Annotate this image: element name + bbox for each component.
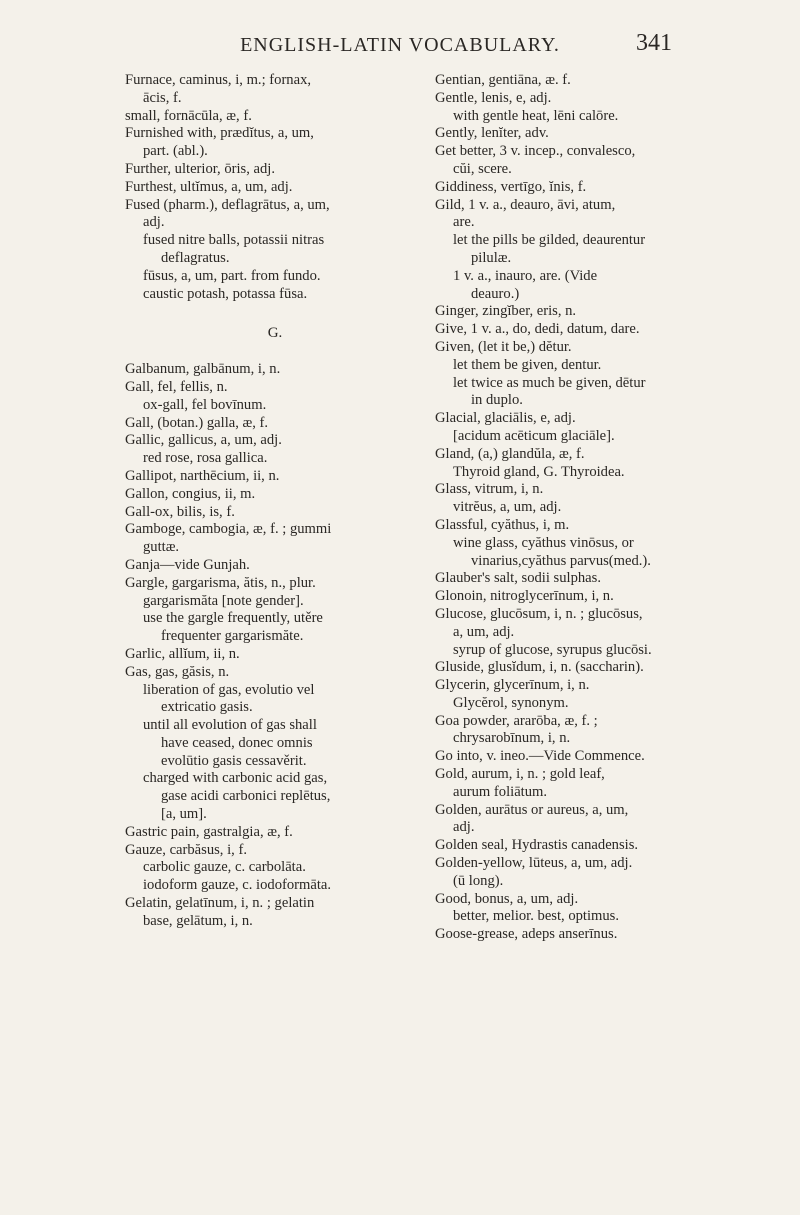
left-entry-line: deflagratus.: [161, 249, 230, 266]
left-entry-line: part. (abl.).: [143, 143, 208, 160]
left-entry-line: Gauze, carbăsus, i, f.: [125, 841, 247, 858]
right-entry-line: Glycĕrol, synonym.: [453, 694, 569, 711]
right-entry-line: (ū long).: [453, 872, 504, 889]
left-entry-line: Gelatin, gelatīnum, i, n. ; gelatin: [125, 895, 315, 912]
right-entry-line: adj.: [453, 819, 475, 836]
right-entry-line: pilulæ.: [471, 249, 512, 266]
left-entry-line: Garlic, allĭum, ii, n.: [125, 645, 240, 662]
right-entry-line: Glauber's salt, sodii sulphas.: [435, 570, 601, 587]
right-entry-line: Giddiness, vertīgo, ĭnis, f.: [435, 178, 587, 195]
right-entry-line: Go into, v. ineo.—Vide Commence.: [435, 748, 645, 765]
right-entry-line: Thyroid gland, G. Thyroidea.: [453, 463, 625, 480]
right-entry-line: Gluside, glusĭdum, i, n. (saccharin).: [435, 659, 644, 676]
right-entry-line: let twice as much be given, dētur: [453, 374, 646, 391]
left-entry-line: charged with carbonic acid gas,: [143, 770, 328, 787]
right-entry-line: better, melior. best, optimus.: [453, 908, 620, 925]
right-entry-line: Given, (let it be,) dĕtur.: [435, 338, 572, 355]
right-entry-line: [acidum acēticum glaciāle].: [453, 427, 615, 444]
left-entry-line: base, gelātum, i, n.: [143, 912, 253, 929]
left-entry-line: Ganja—vide Gunjah.: [125, 556, 250, 573]
left-entry-line: iodoform gauze, c. iodoformāta.: [143, 877, 332, 894]
left-entry-line: liberation of gas, evolutio vel: [143, 681, 315, 698]
right-entry-line: Get better, 3 v. incep., convalesco,: [435, 143, 636, 160]
left-entry-line: adj.: [143, 214, 165, 231]
right-entry-line: Good, bonus, a, um, adj.: [435, 890, 579, 907]
right-entry-line: Ginger, zingĭber, eris, n.: [435, 303, 577, 320]
left-entry-line: small, fornācūla, æ, f.: [125, 107, 252, 124]
running-title: ENGLISH-LATIN VOCABULARY.: [240, 34, 560, 56]
right-entry-line: Glycerin, glycerīnum, i, n.: [435, 677, 590, 694]
left-entry-line: Gallic, gallicus, a, um, adj.: [125, 432, 282, 449]
right-entry-line: Gold, aurum, i, n. ; gold leaf,: [435, 766, 605, 783]
left-entry-line: Gargle, gargarisma, ătis, n., plur.: [125, 574, 316, 591]
left-entry-line: red rose, rosa gallica.: [143, 450, 268, 467]
left-entry-line: Further, ulterior, ōris, adj.: [125, 160, 276, 177]
left-entry-line: Gall-ox, bilis, is, f.: [125, 503, 235, 520]
left-entry-line: ācis, f.: [143, 89, 182, 106]
left-entry-line: gargarismăta [note gender].: [143, 592, 304, 609]
left-entry-line: Gall, (botan.) galla, æ, f.: [125, 414, 269, 431]
left-entry-line: Galbanum, galbānum, i, n.: [125, 361, 281, 378]
page-header: [0, 30, 800, 66]
right-entry-line: Gentian, gentiāna, æ. f.: [435, 72, 571, 88]
left-entry-line: Gamboge, cambogia, æ, f. ; gummi: [125, 521, 332, 538]
right-entry-line: Glucose, glucōsum, i, n. ; glucōsus,: [435, 605, 643, 622]
left-entry-line: Gall, fel, fellis, n.: [125, 378, 228, 395]
right-entry-line: Goose-grease, adeps anserīnus.: [435, 926, 618, 943]
left-entry-line: evolūtio gasis cessavěrit.: [161, 752, 307, 769]
right-entry-line: are.: [453, 214, 475, 231]
right-entry-line: Golden-yellow, lūteus, a, um, adj.: [435, 855, 633, 872]
right-entry-line: Gland, (a,) glandŭla, æ, f.: [435, 445, 585, 462]
right-entry-line: Glassful, cyăthus, i, m.: [435, 516, 570, 533]
left-entry-line: Gas, gas, găsis, n.: [125, 663, 230, 680]
right-column: [435, 72, 735, 944]
left-entry-line: carbolic gauze, c. carbolāta.: [143, 859, 306, 876]
left-entry-line: extricatio gasis.: [161, 699, 253, 716]
right-entry-line: Gentle, lenis, e, adj.: [435, 89, 552, 106]
right-entry-line: 1 v. a., inauro, are. (Vide: [453, 267, 598, 284]
right-entry-line: wine glass, cyăthus vinōsus, or: [453, 534, 634, 551]
left-entry-line: gase acidi carbonici replētus,: [161, 788, 331, 805]
right-entry-line: Golden seal, Hydrastis canadensis.: [435, 837, 639, 854]
right-entry-line: Give, 1 v. a., do, dedi, datum, dare.: [435, 321, 640, 338]
left-entry-line: ox-gall, fel bovīnum.: [143, 396, 267, 413]
left-entry-line: Furnace, caminus, i, m.; fornax,: [125, 72, 312, 88]
left-entry-line: use the gargle frequently, utěre: [143, 610, 323, 627]
left-entry-line: guttæ.: [143, 539, 180, 556]
right-entry-line: in duplo.: [471, 392, 523, 409]
left-entry-line: [a, um].: [161, 806, 207, 823]
right-entry-line: Gild, 1 v. a., deauro, āvi, atum,: [435, 196, 616, 213]
left-entry-line: caustic potash, potassa fūsa.: [143, 285, 308, 302]
right-entry-line: aurum foliātum.: [453, 783, 548, 800]
section-letter: G.: [267, 325, 283, 342]
left-column: [125, 72, 425, 931]
right-entry-line: Goa powder, ararōba, æ, f. ;: [435, 712, 598, 729]
left-entry-line: fūsus, a, um, part. from fundo.: [143, 267, 321, 284]
left-entry-line: Furnished with, prædĭtus, a, um,: [125, 125, 314, 142]
right-entry-line: cŭi, scere.: [453, 160, 512, 177]
right-entry-line: a, um, adj.: [453, 623, 515, 640]
right-entry-line: let the pills be gilded, deaurentur: [453, 232, 646, 249]
right-entry-line: syrup of glucose, syrupus glucōsi.: [453, 641, 652, 658]
left-entry-line: Gallipot, narthēcium, ii, n.: [125, 467, 280, 484]
right-entry-line: vitrĕus, a, um, adj.: [453, 499, 562, 516]
right-entry-line: Glass, vitrum, i, n.: [435, 481, 544, 498]
left-entry-line: have ceased, donec omnis: [161, 734, 313, 751]
right-entry-line: chrysarobīnum, i, n.: [453, 730, 571, 747]
left-entry-line: fused nitre balls, potassii nitras: [143, 232, 325, 249]
right-entry-line: Golden, aurātus or aureus, a, um,: [435, 801, 629, 818]
right-entry-line: vinarius,cyăthus parvus(med.).: [471, 552, 651, 569]
left-entry-line: Gallon, congius, ii, m.: [125, 485, 256, 502]
page-number: 341: [636, 30, 672, 56]
right-entry-line: with gentle heat, lēni calōre.: [453, 107, 619, 124]
left-entry-line: Furthest, ultĭmus, a, um, adj.: [125, 178, 293, 195]
left-entry-line: until all evolution of gas shall: [143, 717, 317, 734]
left-entry-line: frequenter gargarismăte.: [161, 628, 304, 645]
left-entry-line: Gastric pain, gastralgia, æ, f.: [125, 823, 293, 840]
right-entry-line: Glonoin, nitroglycerīnum, i, n.: [435, 588, 614, 605]
right-entry-line: Gently, lenĭter, adv.: [435, 125, 549, 142]
left-entry-line: Fused (pharm.), deflagrātus, a, um,: [125, 196, 330, 213]
right-entry-line: let them be given, dentur.: [453, 356, 602, 373]
right-entry-line: Glacial, glaciālis, e, adj.: [435, 410, 576, 427]
right-entry-line: deauro.): [471, 285, 520, 302]
